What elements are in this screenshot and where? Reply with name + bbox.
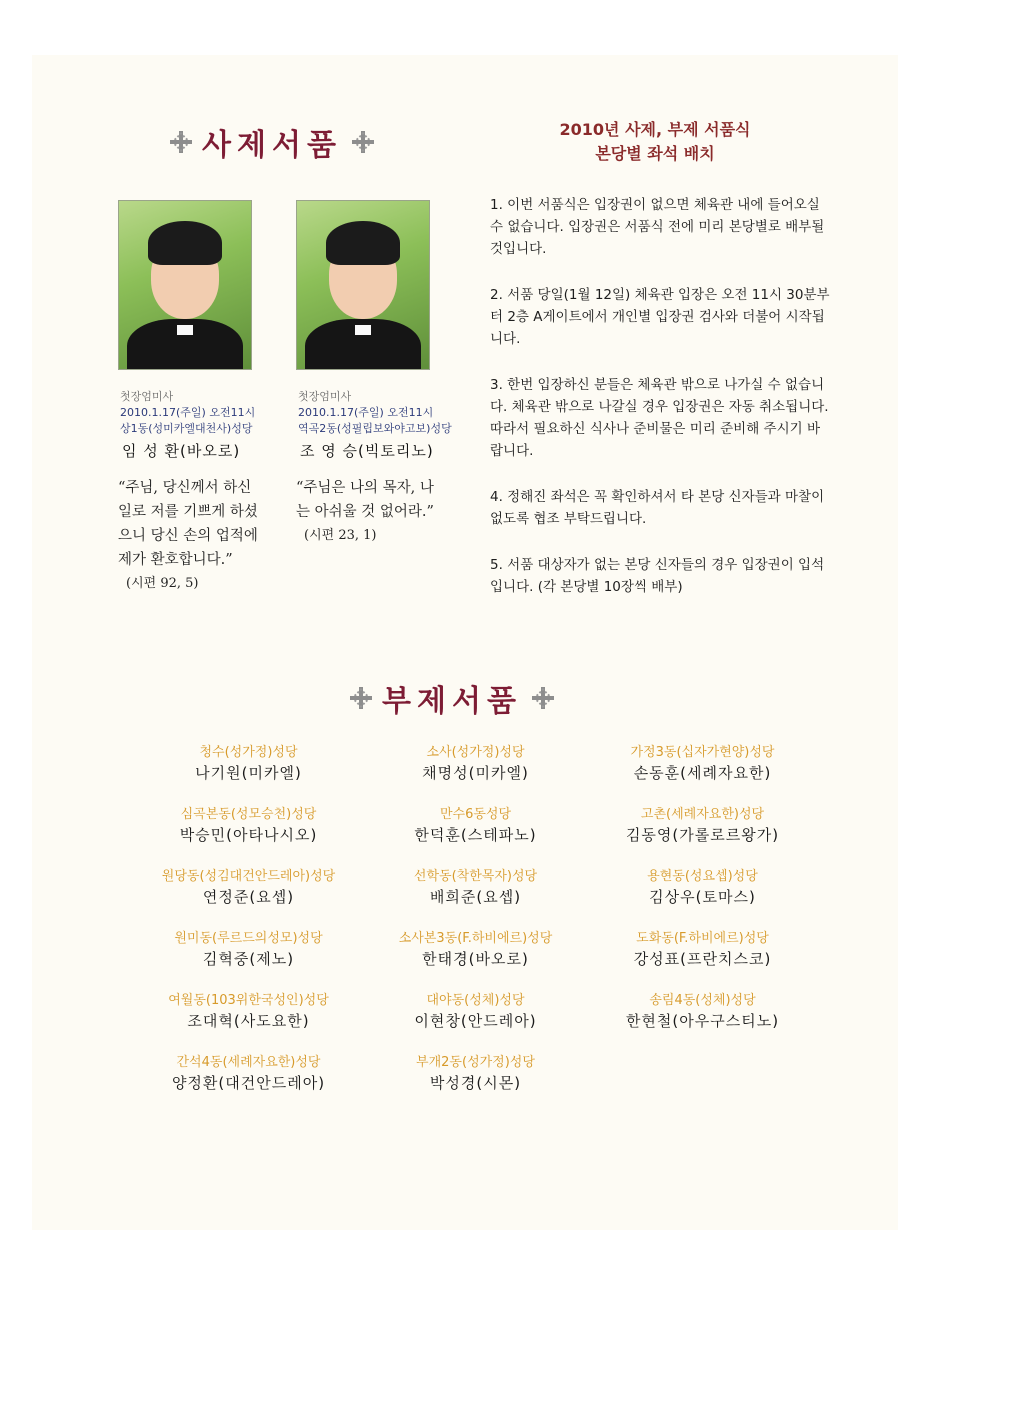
quote-text: “주님, 당신께서 하신 일로 저를 기쁘게 하셨으니 당신 손의 업적에 제가 환호합니다.” — [118, 480, 258, 568]
deacon-entry — [362, 806, 589, 846]
mass-time: 2010.1.17(주일) 오전11시 — [298, 406, 434, 419]
deacon-name: 강성표(프란치스코) — [633, 950, 772, 968]
notice-item: 5. 서품 대상자가 없는 본당 신자들의 경우 입장권이 입석입니다. (각 본당별 10장씩 배부) — [490, 557, 825, 595]
deacon-name: 박승민(아타나시오) — [179, 826, 318, 844]
priest-parish: 상1동(성미카엘대천사)성당 — [120, 422, 253, 435]
priest-quote — [118, 476, 258, 596]
deacon-name: 김혁중(제노) — [202, 950, 295, 968]
notice-item: 1. 이번 서품식은 입장권이 없으면 체육관 내에 들어오실 수 없습니다. 입장권은 서품식 전에 미리 본당별로 배부될 것입니다. — [490, 197, 825, 257]
maltese-cross-icon — [352, 131, 374, 153]
priest-name: 임 성 환(바오로) — [122, 442, 241, 460]
deacon-parish: 부개2동(성가정)성당 — [416, 1055, 535, 1070]
deacon-name: 손동훈(세례자요한) — [633, 764, 772, 782]
deacon-entry — [589, 744, 816, 784]
deacon-entry — [362, 930, 589, 970]
quote-text: “주님은 나의 목자, 나는 아쉬울 것 없어라.” — [296, 480, 434, 520]
deacon-parish: 선학동(착한목자)성당 — [413, 869, 538, 884]
deacon-entry — [135, 868, 362, 908]
deacon-parish: 송림4동(성체)성당 — [649, 993, 756, 1008]
diaconate-heading-text: 부제서품 — [382, 684, 522, 719]
deacon-entry — [589, 992, 816, 1032]
notice-item: 4. 정해진 좌석은 꼭 확인하셔서 타 본당 신자들과 마찰이 없도록 협조 부탁드립니다. — [490, 489, 825, 527]
deacon-name: 한태경(바오로) — [422, 950, 529, 968]
deacon-name: 채명성(미카엘) — [422, 764, 529, 782]
deacon-parish: 청수(성가정)성당 — [199, 745, 298, 760]
deacon-entry — [135, 806, 362, 846]
deacon-name: 김상우(토마스) — [649, 888, 756, 906]
mass-time: 2010.1.17(주일) 오전11시 — [120, 406, 256, 419]
deacon-name: 김동영(가롤로르왕가) — [625, 826, 780, 844]
priest-photo — [118, 200, 252, 370]
deacon-entry — [589, 930, 816, 970]
deacon-parish: 대야동(성체)성당 — [426, 993, 525, 1008]
mass-label: 첫장엄미사 — [120, 390, 174, 403]
deacon-entry — [362, 868, 589, 908]
deacon-entry — [135, 744, 362, 784]
quote-ref: (시편 23, 1) — [304, 528, 377, 543]
mass-label: 첫장엄미사 — [298, 390, 352, 403]
priest-name: 조 영 승(빅토리노) — [300, 442, 434, 460]
deacon-name: 나기원(미카엘) — [195, 764, 302, 782]
priest-parish: 역곡2동(성필립보와야고보)성당 — [298, 422, 452, 435]
notice-item: 3. 한번 입장하신 분들은 체육관 밖으로 나가실 수 없습니다. 체육관 밖으로 나갈실 경우 입장권은 자동 취소됩니다. 따라서 필요하신 식사나 준비물은 미리 준비해 주시기 바랍니다. — [490, 377, 829, 459]
deacon-parish: 여월동(103위한국성인)성당 — [168, 993, 329, 1008]
deacon-parish: 간석4동(세례자요한)성당 — [176, 1055, 321, 1070]
priest-mass-info — [120, 389, 255, 437]
priest-quote — [296, 476, 436, 548]
deacon-entry — [589, 868, 816, 908]
deacon-parish: 용현동(성요셉)성당 — [647, 869, 758, 884]
priesthood-heading-text: 사제서품 — [202, 128, 342, 163]
quote-ref: (시편 92, 5) — [126, 576, 199, 591]
deacon-entry — [589, 806, 816, 846]
deacon-parish: 심곡본동(성모승천)성당 — [180, 807, 317, 822]
deacon-parish: 원미동(루르드의성모)성당 — [174, 931, 323, 946]
notice-item: 2. 서품 당일(1월 12일) 체육관 입장은 오전 11시 30분부터 2층 A게이트에서 개인별 입장권 검사와 더불어 시작됩니다. — [490, 287, 830, 347]
deacon-name: 양정환(대건안드레아) — [171, 1074, 326, 1092]
priest-photo — [296, 200, 430, 370]
deacon-entry — [135, 992, 362, 1032]
deacon-name: 연정준(요셉) — [202, 888, 295, 906]
deacon-entry — [135, 930, 362, 970]
maltese-cross-icon — [350, 687, 372, 709]
deacon-entry — [362, 992, 589, 1032]
deacon-name: 박성경(시몬) — [429, 1074, 522, 1092]
deacon-name: 이현창(안드레아) — [414, 1012, 537, 1030]
deacon-parish: 고촌(세례자요한)성당 — [640, 807, 765, 822]
priesthood-heading — [160, 120, 384, 164]
deacon-name: 한현철(아우구스티노) — [625, 1012, 780, 1030]
notice-title-line2: 본당별 좌석 배치 — [595, 144, 715, 163]
deacon-name: 조대혁(사도요한) — [187, 1012, 310, 1030]
notice-title — [515, 118, 795, 166]
priest-mass-info — [298, 389, 452, 437]
deacon-entry — [362, 1054, 589, 1094]
deacon-parish: 소사본3동(F.하비에르)성당 — [398, 931, 553, 946]
deacon-parish: 원당동(성김대건안드레아)성당 — [161, 869, 336, 884]
deacon-entry — [362, 744, 589, 784]
maltese-cross-icon — [170, 131, 192, 153]
notice-title-line1: 2010년 사제, 부제 서품식 — [559, 120, 751, 139]
deacon-parish: 소사(성가정)성당 — [426, 745, 525, 760]
diaconate-heading — [340, 676, 564, 720]
maltese-cross-icon — [532, 687, 554, 709]
deacon-entry — [135, 1054, 362, 1094]
deacon-parish: 도화동(F.하비에르)성당 — [636, 931, 769, 946]
deacon-grid — [135, 744, 815, 1094]
deacon-name: 배희준(요셉) — [429, 888, 522, 906]
page-edge — [996, 0, 1024, 1408]
deacon-parish: 가정3동(십자가현양)성당 — [630, 745, 775, 760]
deacon-name: 한덕훈(스테파노) — [414, 826, 537, 844]
notice-list — [490, 194, 830, 622]
deacon-parish: 만수6동성당 — [439, 807, 512, 822]
